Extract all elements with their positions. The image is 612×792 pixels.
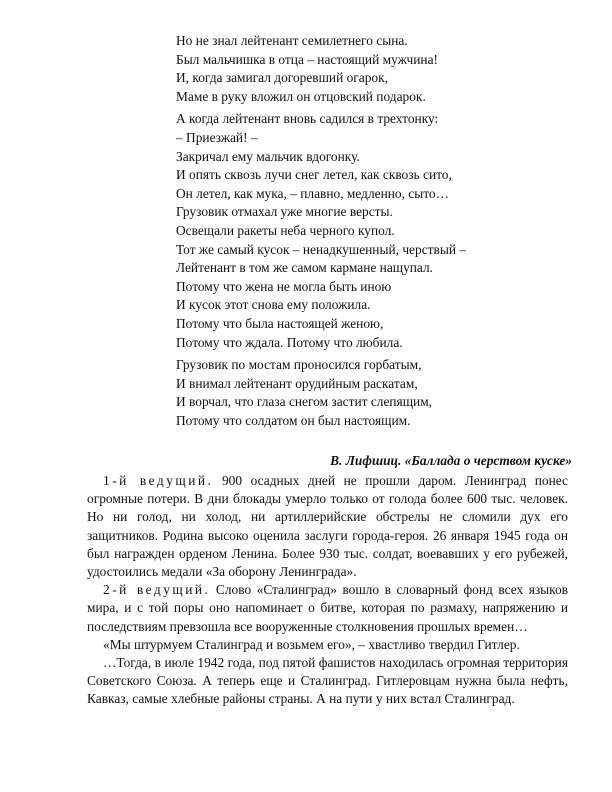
paragraph-text: 900 осадных дней не прошли даром. Ленинград понес огромные потери. В дни блокады умерло только от голода более 600 тыс. человек. Но ни голод, ни холод, ни артиллерийские обстрелы не сломили дух его защитников. Родина высоко оценила заслуги города-героя. 26 января 1945 года он был награжден орденом Ленина. Более 930 тыс. солдат, воевавших у его рубежей, удостоились медали «За оборону Ленинграда». (87, 473, 568, 580)
poem-line: Он летел, как мука, – плавно, медленно, сыто… (176, 185, 450, 201)
poem-line: – Приезжай! – (176, 129, 258, 145)
paragraph-hitler-quote: «Мы штурмуем Сталинград и возьмем его», – хвастливо твердил Гитлер. (103, 636, 520, 652)
poem-line: Лейтенант в том же самом кармане нащупал. (176, 260, 434, 276)
poem-line: Освещали ракеты неба черного купол. (176, 222, 395, 238)
speaker-label: 1-й ведущий. (103, 473, 214, 488)
poem-line: Маме в руку вложил он отцовский подарок. (176, 88, 426, 104)
poem-line: И опять сквозь лучи снег летел, как сквозь сито, (176, 167, 452, 183)
poem-attribution: В. Лифшиц. «Баллада о черством куске» (330, 453, 572, 468)
poem-line: И кусок этот снова ему положила. (176, 297, 371, 313)
paragraph-text: Слово «Сталинград» вошло в словарный фонд всех языков мира, и с той поры оно напоминает о битве, которая по размаху, напряжению и последствиям превзошла все вооруженные столкновения прошлых времен… (87, 582, 568, 634)
poem-line: Потому что была настоящей женою, (176, 315, 384, 331)
paragraph-host-2 (87, 581, 568, 636)
poem-line: И, когда замигал догоревший огарок, (176, 70, 388, 86)
poem-line: Потому что жена не могла быть иною (176, 278, 392, 294)
poem-stanza-2 (176, 110, 576, 352)
poem-stanza-1 (176, 32, 576, 106)
poem-line: А когда лейтенант вновь садился в трехтонку: (176, 111, 439, 127)
poem-line: Закричал ему мальчик вдогонку. (176, 148, 360, 164)
paragraph-host-1 (87, 472, 568, 581)
poem-line: Но не знал лейтенант семилетнего сына. (176, 33, 408, 48)
poem-stanza-3 (176, 356, 576, 430)
poem-line: Грузовик отмахал уже многие версты. (176, 204, 393, 220)
poem-line: Тот же самый кусок – ненадкушенный, черствый – (176, 241, 467, 257)
prose-block (87, 472, 568, 709)
speaker-label: 2-й ведущий. (103, 582, 211, 598)
paragraph-stalingrad-1942: …Тогда, в июле 1942 года, под пятой фашистов находилась огромная территория Советского Союза. А теперь еще и Сталинград. Гитлеровцам нужна была нефть, Кавказ, самые хлебные районы страны. А на пути у них встал Сталинград. (87, 655, 568, 707)
poem-line: Потому что солдатом он был настоящим. (176, 412, 411, 428)
poem-line: Был мальчишка в отца – настоящий мужчина! (176, 51, 438, 67)
poem-line: Потому что ждала. Потому что любила. (176, 334, 403, 350)
poem-line: Грузовик по мостам проносился горбатым, (176, 357, 422, 373)
poem-block (176, 32, 576, 430)
poem-line: И внимал лейтенант орудийным раскатам, (176, 375, 418, 391)
poem-line: И ворчал, что глаза снегом застит слепящим, (176, 394, 433, 410)
